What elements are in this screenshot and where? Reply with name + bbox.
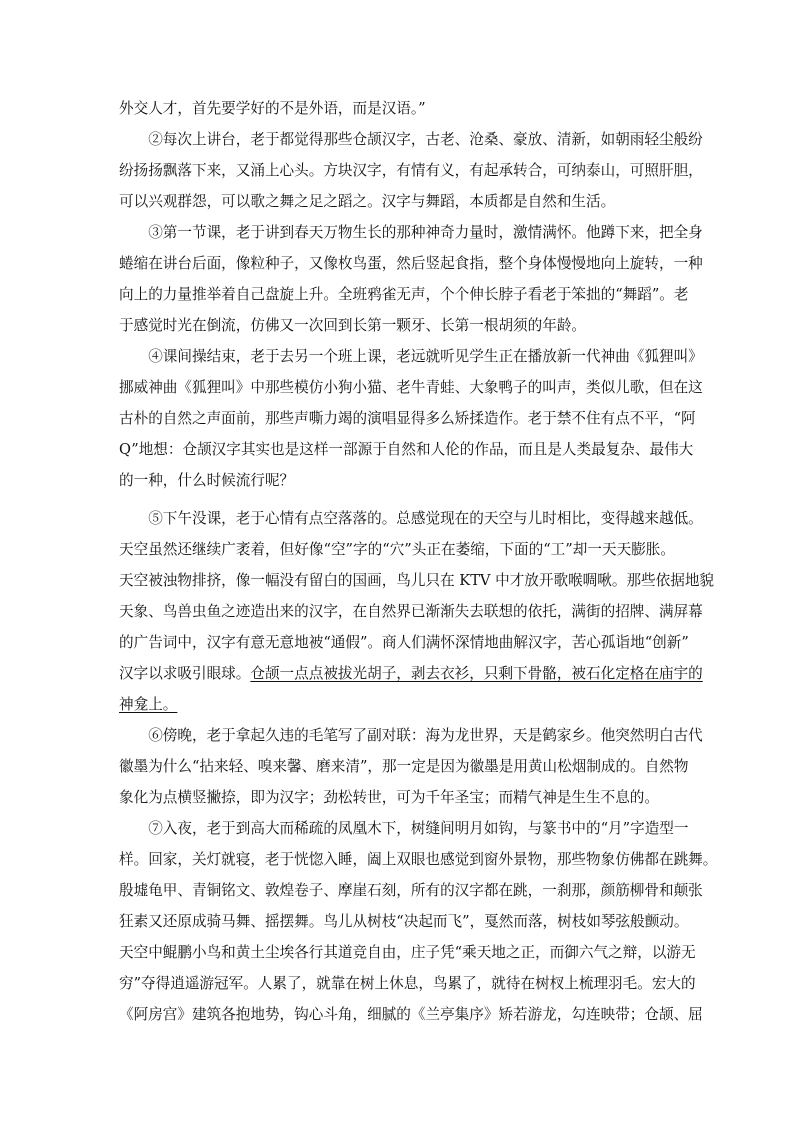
- paragraph-7-line-6: 穷”夺得逍遥游冠军。人累了，就靠在树上休息，鸟累了，就待在树杈上梳理羽毛。宏大的: [119, 975, 696, 992]
- paragraph-3-line-1: ③第一节课，老于讲到春天万物生长的那种神奇力量时，激情满怀。他蹲下来，把全身: [119, 224, 703, 241]
- paragraph-7-line-3: 殷墟龟甲、青铜铭文、敦煌卷子、摩崖石刻，所有的汉字都在跳，一刹那，颜筋柳骨和颠张: [119, 882, 703, 899]
- paragraph-4-line-5: 的一种，什么时候流行呢？: [119, 472, 295, 489]
- paragraph-5-line-5: 的广告词中，汉字有意无意地被“通假”。商人们满怀深情地曲解汉字，苦心孤诣地“创新”: [119, 634, 689, 651]
- paragraph-3-line-4: 于感觉时光在倒流，仿佛又一次回到长第一颗牙、长第一根胡须的年龄。: [119, 317, 587, 334]
- paragraph-4-line-4: Q”地想：仓颉汉字其实也是这样一部源于自然和人伦的作品，而且是人类最复杂、最伟大: [119, 441, 694, 458]
- paragraph-5-line-4: 天象、鸟兽虫鱼之迹造出来的汉字，在自然界已渐渐失去联想的依托，满街的招牌、满屏幕: [119, 603, 703, 620]
- paragraph-4-line-1: ④课间操结束，老于去另一个班上课，老远就听见学生正在播放新一代神曲《狐狸叫》: [119, 348, 703, 365]
- paragraph-7-line-2: 样。回家，关灯就寝，老于恍惚入睡，阖上双眼也感觉到窗外景物，那些物象仿佛都在跳舞。: [119, 851, 718, 868]
- paragraph-5-line-2: 天空虽然还继续广袤着，但好像“空”字的“穴”头正在萎缩，下面的“工”却一天天膨胀。: [119, 541, 675, 558]
- paragraph-7-line-4: 狂素又还原成骑马舞、摇摆舞。鸟儿从树枝“决起而飞”，戛然而落，树枝如琴弦般颤动。: [119, 913, 689, 930]
- paragraph-3-line-3: 向上的力量推举着自己盘旋上升。全班鸦雀无声，个个伸长脖子看老于笨拙的“舞蹈”。老: [119, 286, 689, 303]
- paragraph-2-line-3: 可以兴观群怨，可以歌之舞之足之蹈之。汉字与舞蹈，本质都是自然和生活。: [119, 193, 616, 210]
- paragraph-1-line-1: 外交人才，首先要学好的不是外语，而是汉语。”: [119, 100, 426, 117]
- paragraph-5-line-1: ⑤下午没课，老于心情有点空落落的。总感觉现在的天空与儿时相比，变得越来越低。: [119, 510, 703, 527]
- paragraph-2-line-1: ②每次上讲台，老于都觉得那些仓颉汉字，古老、沧桑、豪放、清新，如朝雨轻尘般纷: [119, 131, 703, 148]
- paragraph-2-line-2: 纷扬扬飘落下来，又涌上心头。方块汉字，有情有义，有起承转合，可纳泰山，可照肝胆，: [119, 162, 703, 179]
- paragraph-7-line-1: ⑦入夜，老于到高大而稀疏的凤凰木下，树缝间明月如钩，与篆书中的“月”字造型一: [119, 820, 689, 837]
- paragraph-3-line-2: 蜷缩在讲台后面，像粒种子，又像枚鸟蛋，然后竖起食指，整个身体慢慢地向上旋转，一种: [119, 255, 703, 272]
- paragraph-4-line-3: 古朴的自然之声面前，那些声嘶力竭的演唱显得多么矫揉造作。老于禁不住有点不平，“阿: [119, 410, 696, 427]
- paragraph-5-line-3: 天空被浊物排挤，像一幅没有留白的国画，鸟儿只在 KTV 中才放开歌喉啁啾。那些依据地貌: [119, 572, 715, 589]
- underlined-sentence-end: 神龛上。: [119, 696, 178, 713]
- paragraph-4-line-2: 挪威神曲《狐狸叫》中那些模仿小狗小猫、老牛青蛙、大象鸭子的叫声，类似儿歌，但在这: [119, 379, 703, 396]
- underlined-sentence: 仓颉一点点被拔光胡子，剥去衣衫，只剩下骨骼，被石化定格在庙宇的: [250, 665, 703, 682]
- paragraph-7-line-7: 《阿房宫》建筑各抱地势，钩心斗角，细腻的《兰亭集序》矫若游龙，勾连映带；仓颉、屈: [119, 1006, 703, 1023]
- paragraph-5-line-7: [119, 689, 675, 720]
- paragraph-5-line-6-text: 汉字以求吸引眼球。: [119, 665, 251, 682]
- paragraph-5-line-6: [119, 658, 703, 689]
- paragraph-6-line-2: 徽墨为什么“拈来轻、嗅来馨、磨来清”，那一定是因为徽墨是用黄山松烟制成的。自然物: [119, 758, 689, 775]
- paragraph-6-line-1: ⑥傍晚，老于拿起久违的毛笔写了副对联：海为龙世界，天是鹤家乡。他突然明白古代: [119, 727, 703, 744]
- paragraph-7-line-5: 天空中鲲鹏小鸟和黄土尘埃各行其道竞自由，庄子凭“乘天地之正，而御六气之辩，以游无: [119, 944, 696, 961]
- paragraph-6-line-3: 象化为点横竖撇捺，即为汉字；劲松转世，可为千年圣宝；而精气神是生生不息的。: [119, 789, 659, 806]
